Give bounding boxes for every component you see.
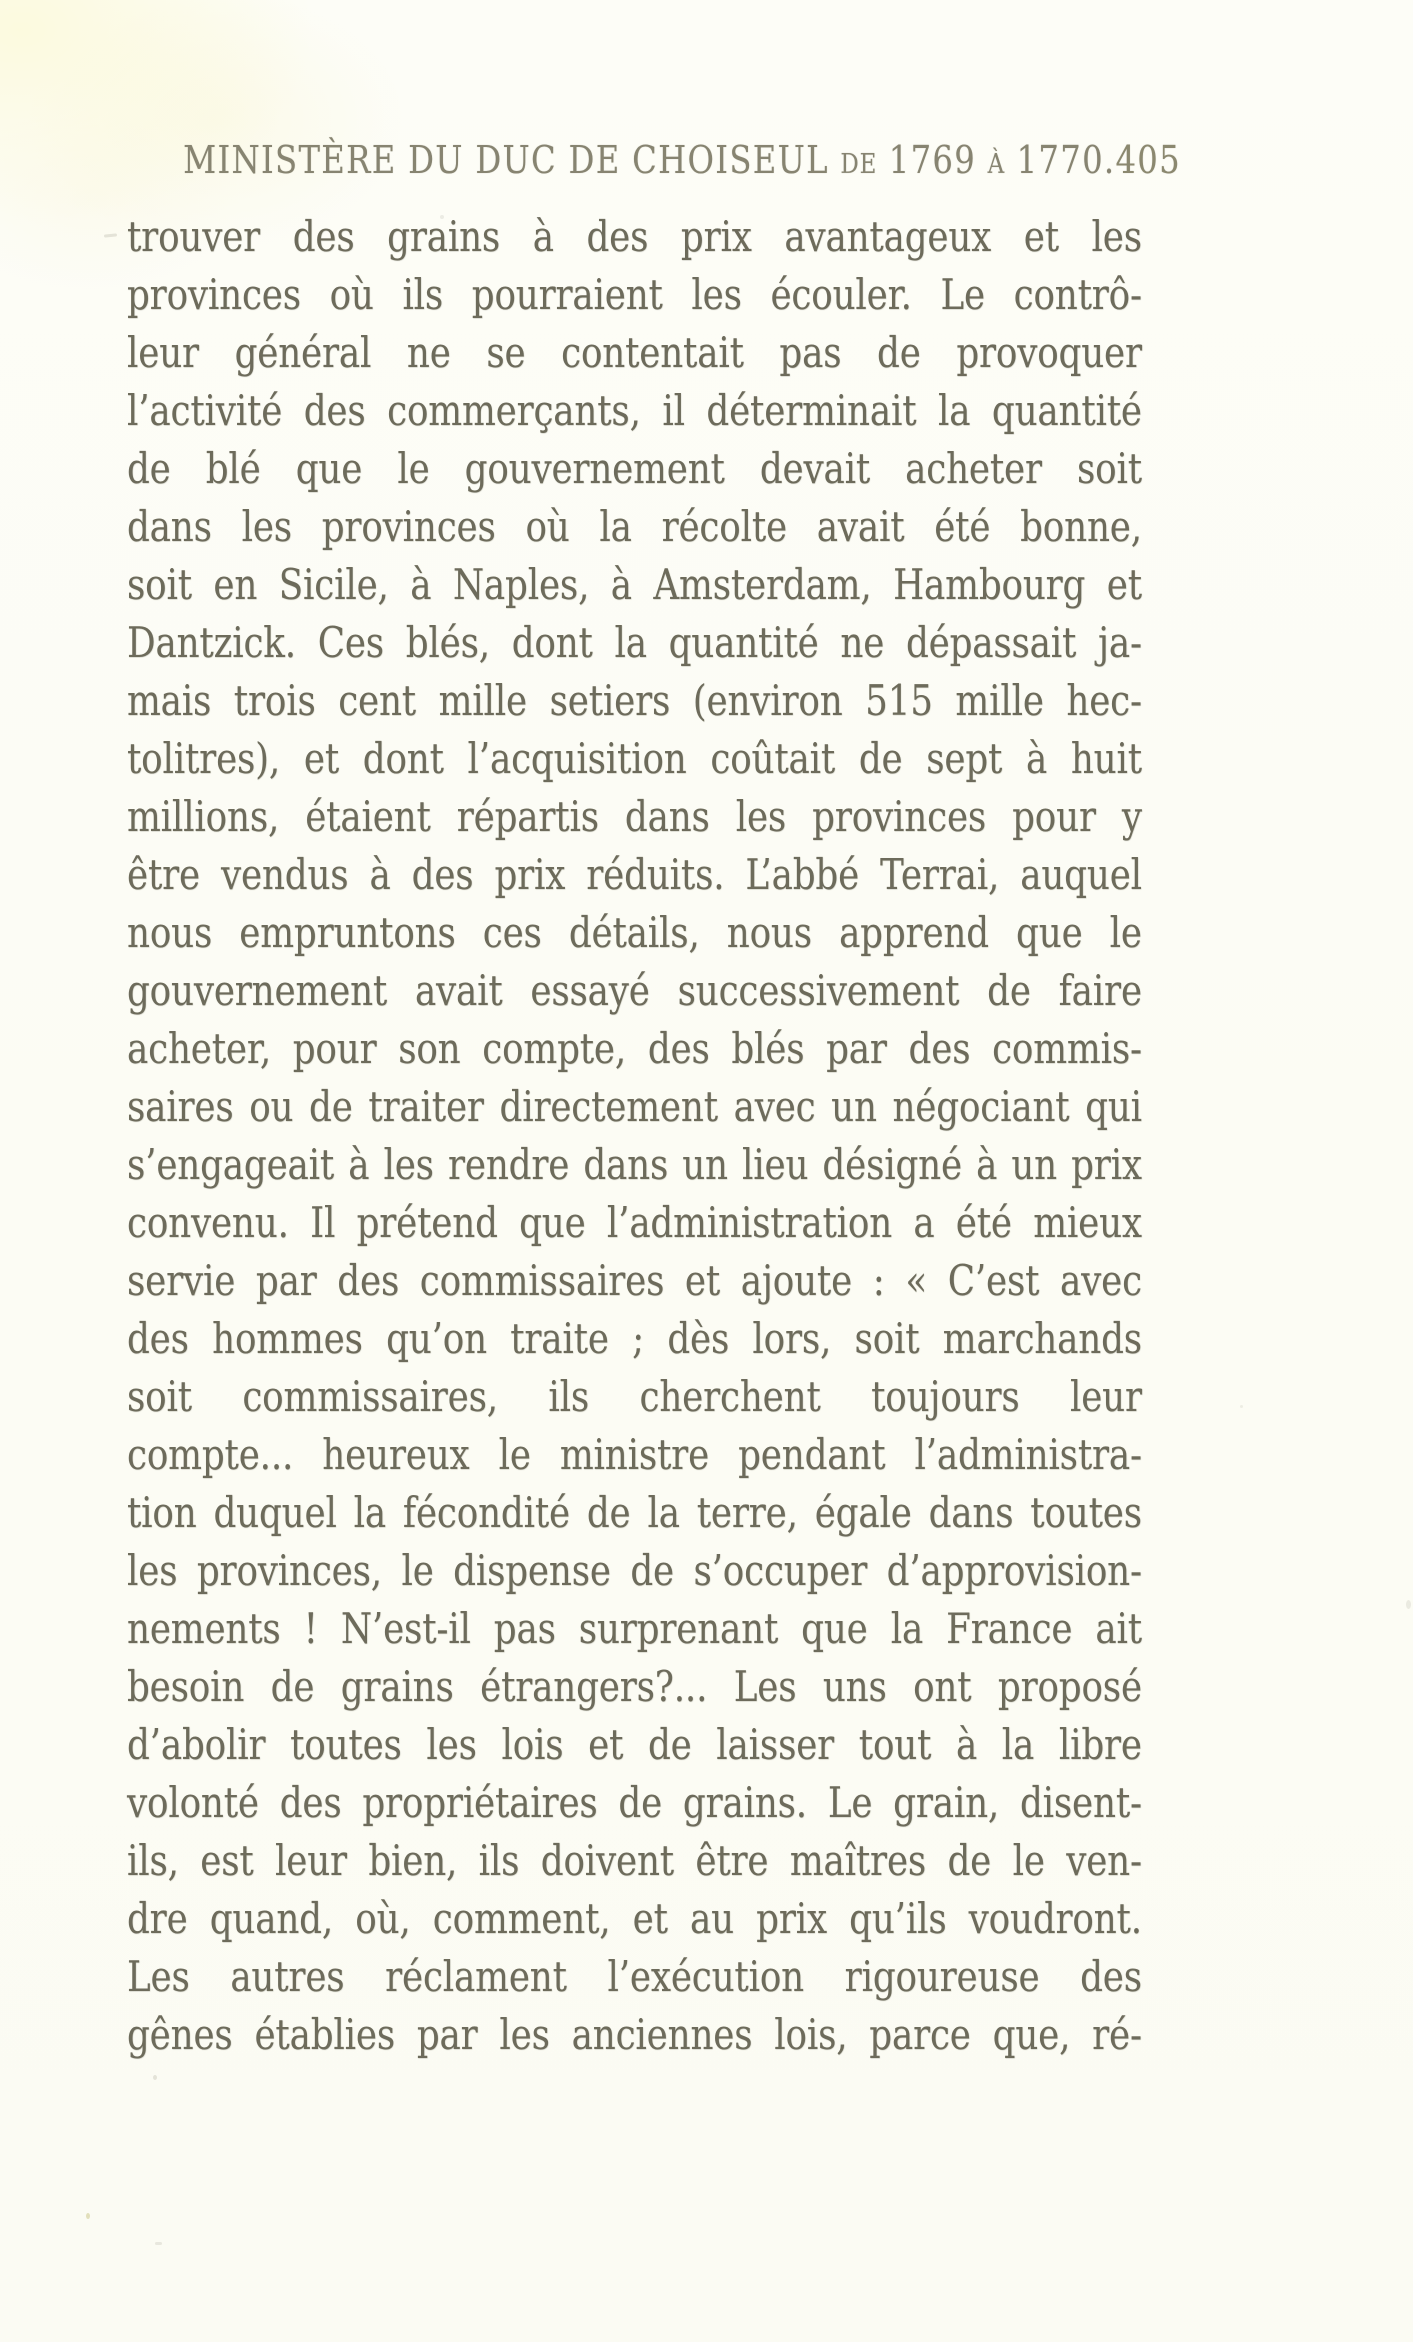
text-line: de blé que le gouvernement devait acheter soit [127,444,1142,493]
text-line: dre quand, où, comment, et au prix qu’ils voudront. [127,1894,1142,1943]
running-head-title [183,140,1115,185]
text-line: provinces où ils pourraient les écouler. Le contrô- [127,270,1142,319]
scan-speck [104,233,117,237]
text-line: nements ! N’est-il pas surprenant que la France ait [127,1604,1142,1653]
text-line: d’abolir toutes les lois et de laisser tout à la libre [127,1720,1142,1769]
text-line: Les autres réclament l’exécution rigoureuse des [127,1952,1142,2001]
text-line: soit commissaires, ils cherchent toujours leur [127,1372,1142,1421]
running-head-de: DE [840,149,878,180]
text-line: leur général ne se contentait pas de provoquer [127,328,1142,377]
scan-speck [86,2213,90,2219]
scan-speck [153,2075,157,2080]
text-line: soit en Sicile, à Naples, à Amsterdam, Hambourg et [127,560,1142,609]
text-line: saires ou de traiter directement avec un négociant qui [127,1082,1142,1131]
text-line: nous empruntons ces détails, nous apprend que le [127,908,1142,957]
text-line: Dantzick. Ces blés, dont la quantité ne dépassait ja- [127,618,1142,667]
text-line: l’activité des commerçants, il déterminait la quantité [127,386,1142,435]
text-line: ils, est leur bien, ils doivent être maîtres de le ven- [127,1836,1142,1885]
text-line: compte... heureux le ministre pendant l’administra- [127,1430,1142,1479]
text-line: convenu. Il prétend que l’administration a été mieux [127,1198,1142,1247]
running-head-a: À [987,149,1006,180]
text-line: tion duquel la fécondité de la terre, égale dans toutes [127,1488,1142,1537]
running-head [127,138,1181,182]
text-line: servie par des commissaires et ajoute : « C’est avec [127,1256,1142,1305]
text-line: acheter, pour son compte, des blés par des commis- [127,1024,1142,1073]
text-line: gênes établies par les anciennes lois, parce que, ré- [127,2010,1142,2059]
text-block [127,138,1181,2064]
text-line: millions, étaient répartis dans les provinces pour y [127,792,1142,841]
page-number: 405 [1115,138,1181,182]
scan-speck [155,2242,162,2245]
running-head-year-end: 1770. [1016,138,1116,182]
scan-speck [1240,1405,1243,1408]
text-line: besoin de grains étrangers?... Les uns ont proposé [127,1662,1142,1711]
text-line: gouvernement avait essayé successivement de faire [127,966,1142,1015]
text-line: être vendus à des prix réduits. L’abbé Terrai, auquel [127,850,1142,899]
text-line: trouver des grains à des prix avantageux et les [127,212,1142,261]
text-line: mais trois cent mille setiers (environ 515 mille hec- [127,676,1142,725]
text-line: des hommes qu’on traite ; dès lors, soit marchands [127,1314,1142,1363]
running-head-year-start: 1769 [888,138,977,182]
text-line: tolitres), et dont l’acquisition coûtait de sept à huit [127,734,1142,783]
text-line: volonté des propriétaires de grains. Le grain, disent- [127,1778,1142,1827]
text-line: les provinces, le dispense de s’occuper d’approvision- [127,1546,1142,1595]
body-text [127,208,1142,2064]
scan-speck [1406,1600,1411,1609]
text-line: s’engageait à les rendre dans un lieu désigné à un prix [127,1140,1142,1189]
text-line: dans les provinces où la récolte avait été bonne, [127,502,1142,551]
running-head-title-main: MINISTÈRE DU DUC DE CHOISEUL [183,138,829,182]
scan-speck [440,215,444,219]
